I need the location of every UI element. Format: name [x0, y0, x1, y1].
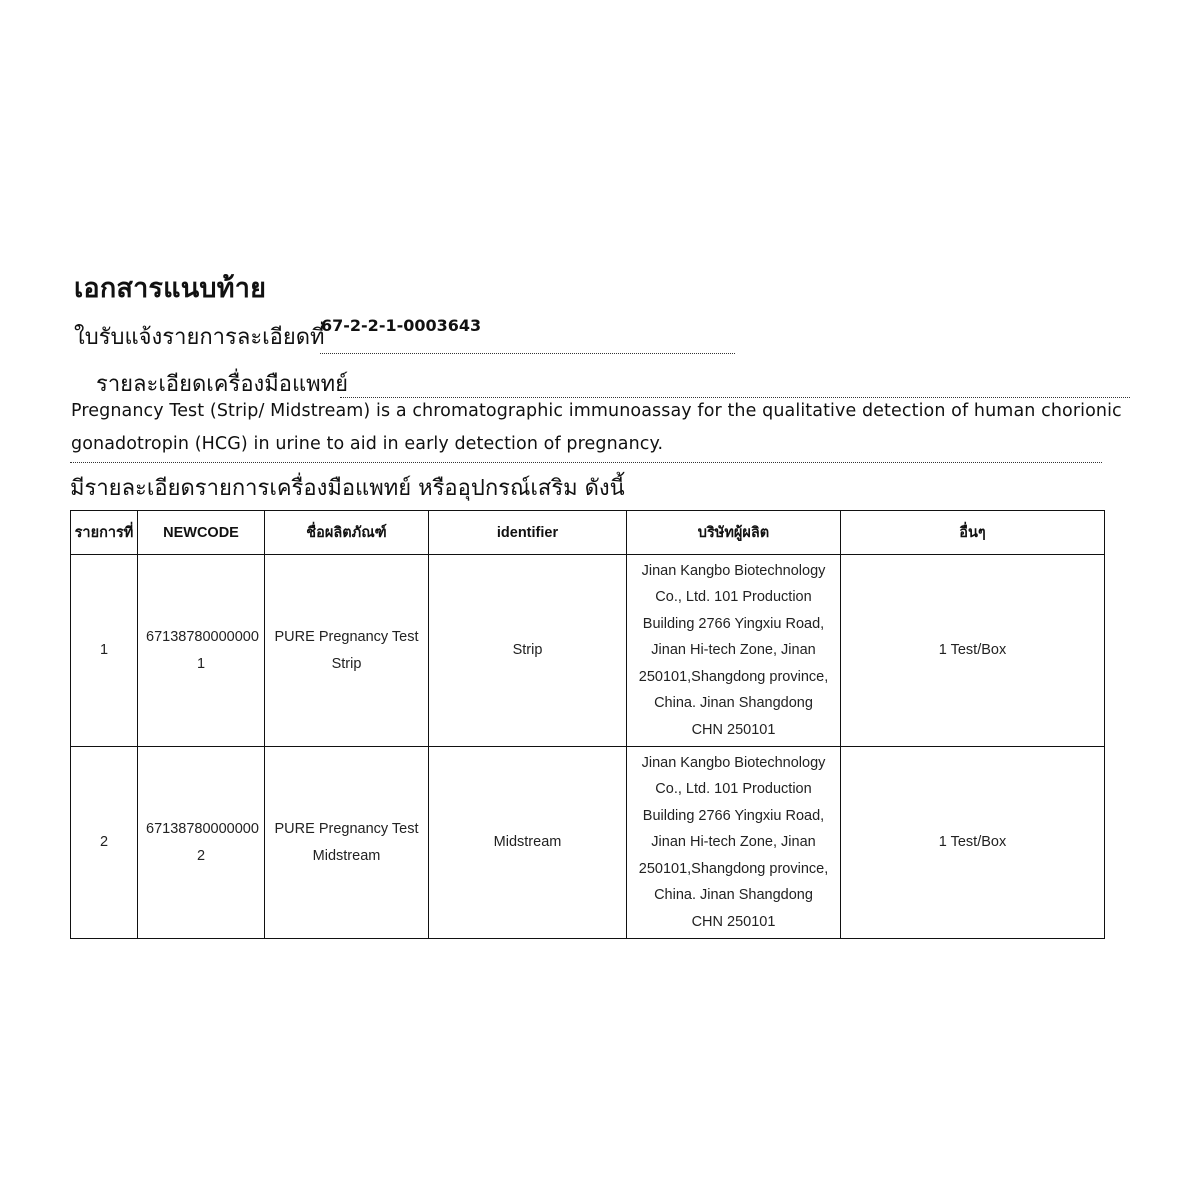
product-line: Midstream [312, 847, 381, 864]
header-identifier: identifier [429, 511, 627, 555]
description-line: gonadotropin (HCG) in urine to aid in early detection of pregnancy. [71, 434, 664, 454]
cell-newcode [138, 747, 265, 939]
newcode-line: 1 [196, 655, 206, 672]
cell-product-name [265, 747, 429, 939]
cell-item: 1 [71, 555, 138, 747]
cell-item: 2 [71, 747, 138, 939]
cell-identifier: Midstream [429, 747, 627, 939]
item-list-label: มีรายละเอียดรายการเครื่องมือแพทย์ หรืออุปกรณ์เสริม ดังนี้ [70, 476, 625, 501]
header-manufacturer: บริษัทผู้ผลิต [627, 511, 841, 555]
manufacturer-line: 250101,Shangdong province, [638, 860, 829, 877]
manufacturer-line: Jinan Kangbo Biotechnology [641, 754, 826, 771]
manufacturer-line: CHN 250101 [691, 913, 776, 930]
newcode-line: 2 [196, 847, 206, 864]
cell-manufacturer [627, 747, 841, 939]
manufacturer-line: Co., Ltd. 101 Production [655, 589, 812, 606]
cell-other: 1 Test/Box [841, 555, 1105, 747]
page-heading: เอกสารแนบท้าย [74, 273, 267, 304]
header-item: รายการที่ [71, 511, 138, 555]
reference-dotted-line [320, 353, 735, 354]
cell-newcode [138, 555, 265, 747]
manufacturer-line: China. Jinan Shangdong [654, 887, 813, 904]
product-line: Strip [331, 655, 362, 672]
manufacturer-line: Jinan Kangbo Biotechnology [641, 562, 826, 579]
manufacturer-line: Building 2766 Yingxiu Road, [642, 615, 825, 632]
header-newcode: NEWCODE [138, 511, 265, 555]
header-other: อื่นๆ [841, 511, 1105, 555]
table-row [71, 555, 1105, 747]
cell-product-name [265, 555, 429, 747]
product-line: PURE Pregnancy Test [274, 821, 419, 837]
manufacturer-line: CHN 250101 [691, 721, 776, 738]
table-header-row [71, 511, 1105, 555]
reference-number: 67-2-2-1-0003643 [321, 316, 482, 335]
description-dotted-line [70, 462, 1102, 463]
manufacturer-line: 250101,Shangdong province, [638, 668, 829, 685]
newcode-line: 67138780000000 [146, 821, 259, 837]
header-product-name: ชื่อผลิตภัณฑ์ [265, 511, 429, 555]
cell-identifier: Strip [429, 555, 627, 747]
manufacturer-line: Co., Ltd. 101 Production [655, 781, 812, 798]
cell-other: 1 Test/Box [841, 747, 1105, 939]
cell-manufacturer [627, 555, 841, 747]
manufacturer-line: Jinan Hi-tech Zone, Jinan [651, 642, 816, 659]
device-description [71, 395, 1131, 461]
device-detail-label: รายละเอียดเครื่องมือแพทย์ [96, 372, 349, 397]
description-line: Pregnancy Test (Strip/ Midstream) is a chromatographic immunoassay for the qualitative detection of human chorionic [71, 401, 1122, 421]
newcode-line: 67138780000000 [146, 629, 259, 645]
manufacturer-line: China. Jinan Shangdong [654, 695, 813, 712]
manufacturer-line: Jinan Hi-tech Zone, Jinan [651, 834, 816, 851]
table-row [71, 747, 1105, 939]
product-line: PURE Pregnancy Test [274, 629, 419, 645]
device-items-table [70, 510, 1105, 939]
manufacturer-line: Building 2766 Yingxiu Road, [642, 807, 825, 824]
reference-label: ใบรับแจ้งรายการละเอียดที่ [74, 325, 325, 350]
